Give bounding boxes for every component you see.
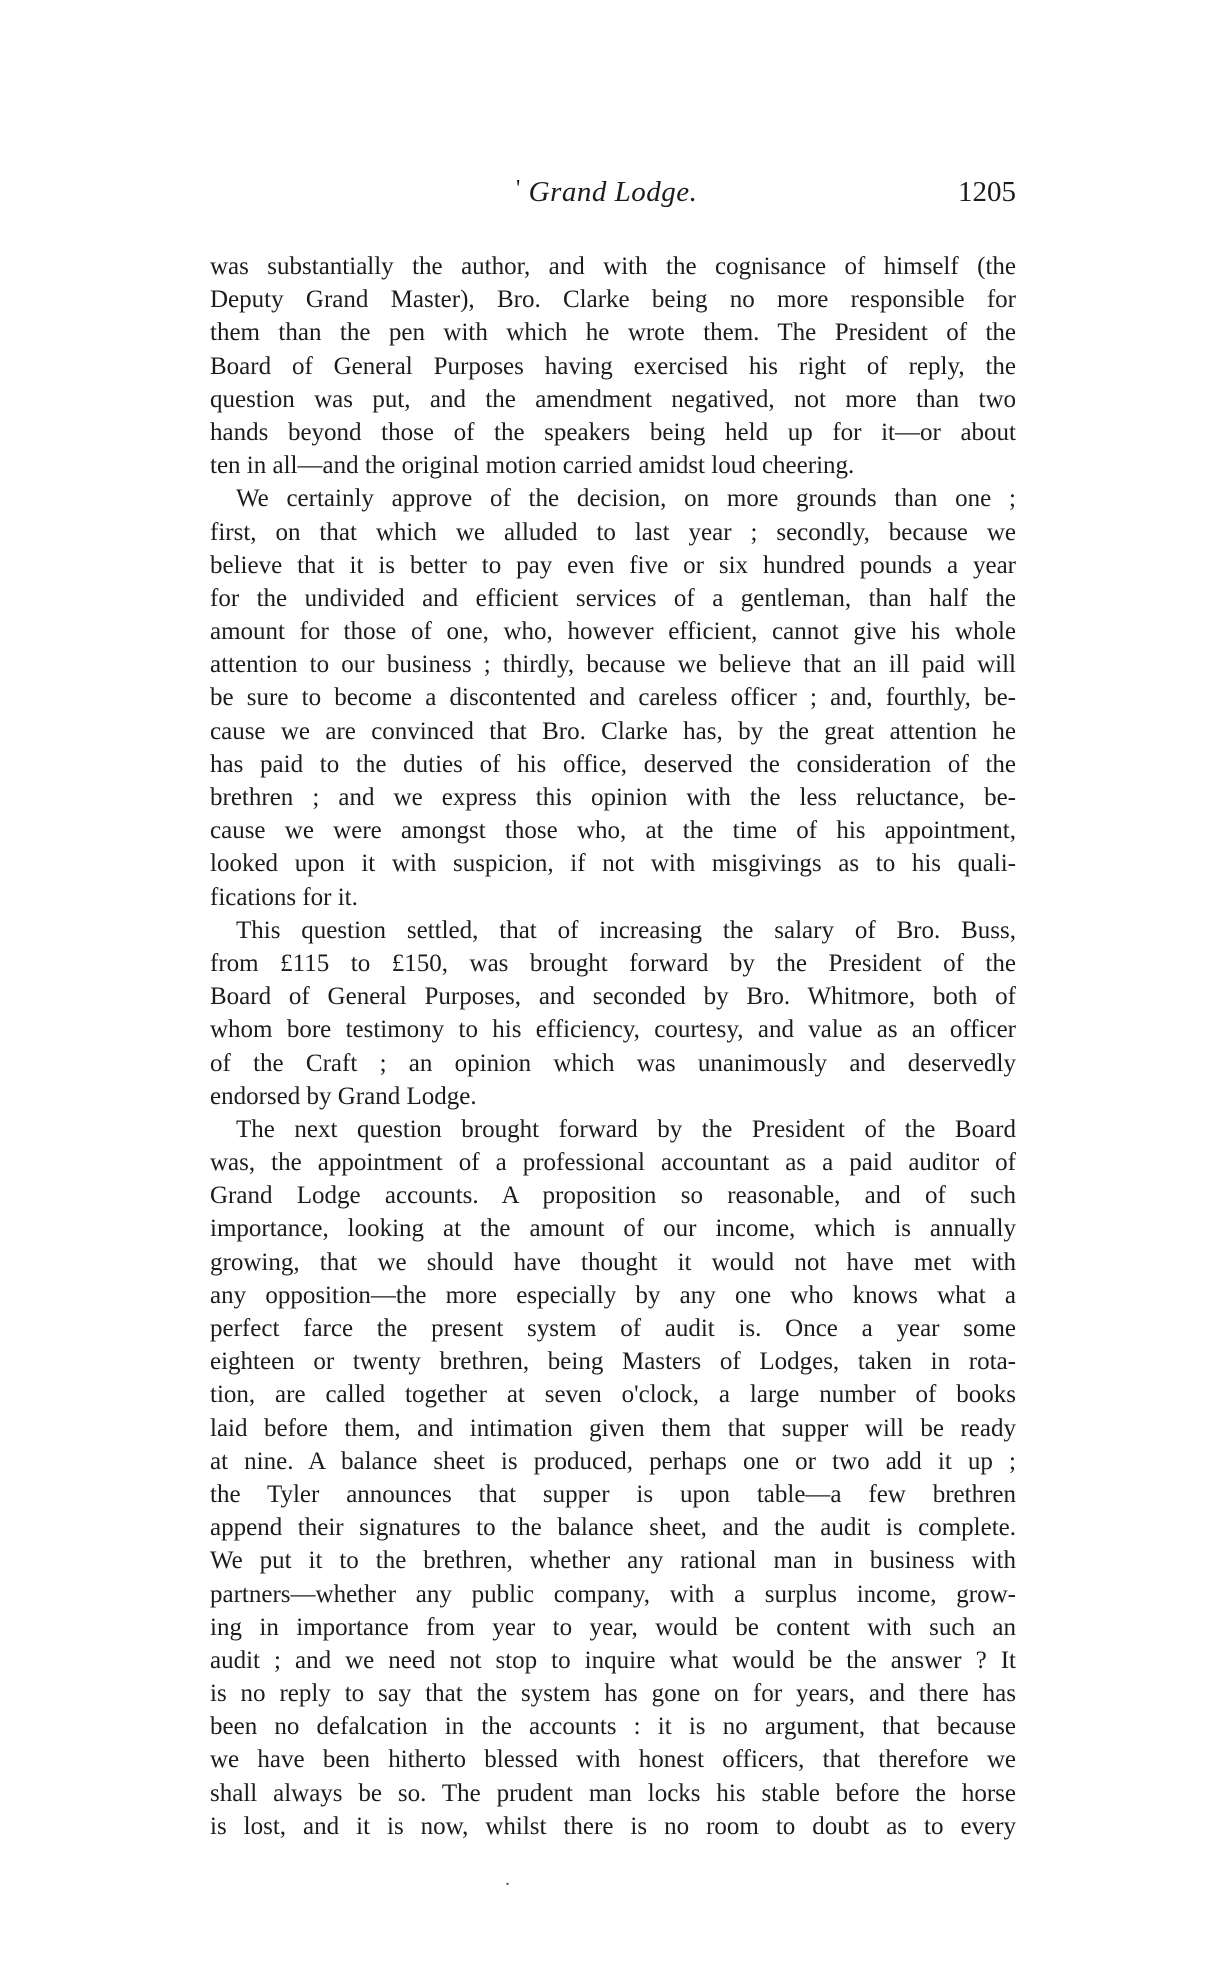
text-line: attention to our business ; thirdly, because we believe that an ill paid will <box>210 651 1016 679</box>
text-line: Board of General Purposes, and seconded by Bro. Whitmore, both of <box>210 983 1016 1011</box>
text-line: perfect farce the present system of audit is. Once a year some <box>210 1315 1016 1342</box>
footer-mark: . <box>505 1868 510 1890</box>
text-line: question was put, and the amendment negatived, not more than two <box>210 385 1016 413</box>
text-line: cause we are convinced that Bro. Clarke has, by the great attention he <box>210 717 1016 745</box>
text-line: is lost, and it is now, whilst there is no room to doubt as to every <box>210 1812 1016 1840</box>
text-line: shall always be so. The prudent man locks his stable before the horse <box>210 1779 1016 1807</box>
text-line: This question settled, that of increasing the salary of Bro. Buss, <box>236 916 1016 944</box>
running-head <box>210 176 1016 216</box>
body-text <box>210 250 1016 1843</box>
text-line: for the undivided and efficient services of a gentleman, than half the <box>210 584 1016 612</box>
text-line: Deputy Grand Master), Bro. Clarke being no more responsible for <box>210 286 1016 314</box>
text-line: cause we were amongst those who, at the time of his appointment, <box>210 817 1016 845</box>
text-line: The next question brought forward by the President of the Board <box>236 1115 1016 1143</box>
text-line: of the Craft ; an opinion which was unanimously and deservedly <box>210 1049 1016 1077</box>
text-line: eighteen or twenty brethren, being Masters of Lodges, taken in rota- <box>210 1348 1016 1376</box>
text-line: fications for it. <box>210 883 358 911</box>
text-line: any opposition—the more especially by any one who knows what a <box>210 1281 1016 1309</box>
text-line: been no defalcation in the accounts : it is no argument, that because <box>210 1713 1016 1741</box>
text-line: them than the pen with which he wrote them. The President of the <box>210 319 1016 347</box>
text-line: looked upon it with suspicion, if not with misgivings as to his quali- <box>210 850 1016 878</box>
text-line: Grand Lodge accounts. A proposition so reasonable, and of such <box>210 1182 1016 1210</box>
text-line: from £115 to £150, was brought forward by the President of the <box>210 949 1016 977</box>
header-mark: ' <box>516 176 521 202</box>
text-line: has paid to the duties of his office, deserved the consideration of the <box>210 750 1016 778</box>
text-line: was substantially the author, and with the cognisance of himself (the <box>210 253 1016 280</box>
text-line: we have been hitherto blessed with honest officers, that therefore we <box>210 1746 1016 1774</box>
text-line: growing, that we should have thought it would not have met with <box>210 1248 1016 1276</box>
text-line: be sure to become a discontented and careless officer ; and, fourthly, be- <box>210 684 1016 712</box>
text-line: hands beyond those of the speakers being held up for it—or about <box>210 418 1016 446</box>
text-line: was, the appointment of a professional accountant as a paid auditor of <box>210 1149 1016 1177</box>
text-line: ing in importance from year to year, would be content with such an <box>210 1613 1016 1641</box>
text-line: We put it to the brethren, whether any rational man in business with <box>210 1547 1016 1575</box>
text-line: importance, looking at the amount of our income, which is annually <box>210 1215 1016 1243</box>
text-line: believe that it is better to pay even five or six hundred pounds a year <box>210 551 1016 579</box>
text-line: amount for those of one, who, however efficient, cannot give his whole <box>210 618 1016 646</box>
text-line: partners—whether any public company, with a surplus income, grow- <box>210 1580 1016 1608</box>
text-line: whom bore testimony to his efficiency, courtesy, and value as an officer <box>210 1016 1016 1044</box>
text-line: brethren ; and we express this opinion with the less reluctance, be- <box>210 784 1016 811</box>
text-line: append their signatures to the balance sheet, and the audit is complete. <box>210 1514 1016 1542</box>
text-line: the Tyler announces that supper is upon table—a few brethren <box>210 1480 1016 1508</box>
text-line: first, on that which we alluded to last year ; secondly, because we <box>210 518 1016 546</box>
text-line: tion, are called together at seven o'clock, a large number of books <box>210 1381 1016 1409</box>
text-line: ten in all—and the original motion carried amidst loud cheering. <box>210 452 855 480</box>
page-number: 1205 <box>958 176 1016 208</box>
page-title: Grand Lodge. <box>528 176 698 208</box>
text-line: at nine. A balance sheet is produced, perhaps one or two add it up ; <box>210 1447 1016 1475</box>
text-line: We certainly approve of the decision, on more grounds than one ; <box>236 485 1016 513</box>
text-line: endorsed by Grand Lodge. <box>210 1082 477 1110</box>
text-line: Board of General Purposes having exercised his right of reply, the <box>210 352 1016 380</box>
text-line: audit ; and we need not stop to inquire what would be the answer ? It <box>210 1646 1016 1674</box>
text-line: is no reply to say that the system has gone on for years, and there has <box>210 1680 1016 1708</box>
text-line: laid before them, and intimation given them that supper will be ready <box>210 1414 1016 1442</box>
